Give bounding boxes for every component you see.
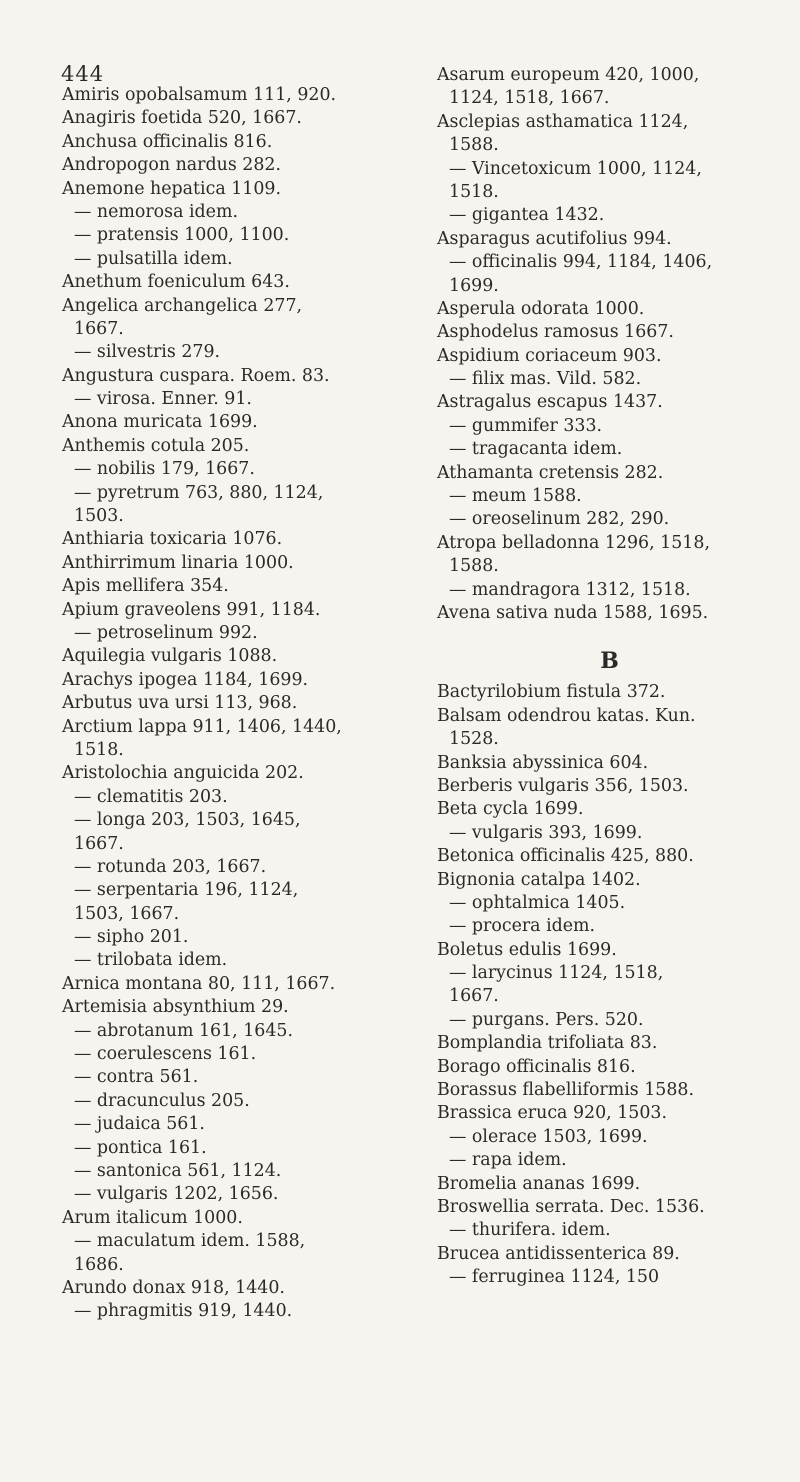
index-entry: Berberis vulgaris 356, 1503. bbox=[437, 775, 689, 796]
index-entry-continuation: 1124, 1518, 1667. bbox=[449, 88, 610, 109]
index-entry: Broswellia serrata. Dec. 1536. bbox=[437, 1196, 705, 1217]
index-subentry: — gigantea 1432. bbox=[449, 205, 605, 226]
index-subentry: — meum 1588. bbox=[449, 486, 582, 507]
index-entry-continuation: 1686. bbox=[74, 1254, 124, 1275]
index-subentry: — pratensis 1000, 1100. bbox=[74, 225, 290, 246]
index-subentry: — serpentaria 196, 1124, bbox=[74, 880, 299, 901]
index-entry: Bomplandia trifoliata 83. bbox=[437, 1033, 658, 1054]
index-entry: Angustura cuspara. Roem. 83. bbox=[62, 365, 330, 386]
index-subentry: — oreoselinum 282, 290. bbox=[449, 509, 670, 530]
index-subentry: — pyretrum 763, 880, 1124, bbox=[74, 482, 324, 503]
index-subentry: — Vincetoxicum 1000, 1124, bbox=[449, 158, 702, 179]
index-subentry: — larycinus 1124, 1518, bbox=[449, 963, 664, 984]
index-entry: Asphodelus ramosus 1667. bbox=[437, 322, 674, 343]
section-spacer bbox=[437, 625, 782, 639]
index-subentry: — abrotanum 161, 1645. bbox=[74, 1020, 294, 1041]
index-subentry: — rotunda 203, 1667. bbox=[74, 856, 267, 877]
index-subentry: — gummifer 333. bbox=[449, 415, 603, 436]
index-entry: Boletus edulis 1699. bbox=[437, 939, 617, 960]
index-subentry: — trilobata idem. bbox=[74, 950, 228, 971]
index-entry: Aspidium coriaceum 903. bbox=[437, 345, 662, 366]
index-column-left bbox=[62, 84, 418, 1324]
index-entry: Anchusa officinalis 816. bbox=[62, 131, 273, 152]
index-subentry: — pontica 161. bbox=[74, 1137, 207, 1158]
index-subentry: — contra 561. bbox=[74, 1067, 199, 1088]
index-subentry: — petroselinum 992. bbox=[74, 622, 258, 643]
index-entry: Atropa belladonna 1296, 1518, bbox=[437, 532, 710, 553]
index-subentry: — purgans. Pers. 520. bbox=[449, 1009, 644, 1030]
index-entry: Angelica archangelica 277, bbox=[62, 295, 303, 316]
index-entry-continuation: 1667. bbox=[74, 833, 124, 854]
index-entry: Anagiris foetida 520, 1667. bbox=[62, 108, 302, 129]
index-entry: Bactyrilobium fistula 372. bbox=[437, 682, 666, 703]
index-entry: Anemone hepatica 1109. bbox=[62, 178, 281, 199]
index-entry: Asparagus acutifolius 994. bbox=[437, 228, 672, 249]
index-entry: Avena sativa nuda 1588, 1695. bbox=[437, 602, 709, 623]
index-subentry: — sipho 201. bbox=[74, 927, 189, 948]
index-entry: Amiris opobalsamum 111, 920. bbox=[62, 85, 337, 105]
index-entry-continuation: 1528. bbox=[449, 729, 499, 750]
index-entry-continuation: 1667. bbox=[449, 986, 499, 1007]
index-entry: Andropogon nardus 282. bbox=[62, 155, 281, 176]
index-entry: Anthirrimum linaria 1000. bbox=[62, 552, 294, 573]
page-number: 444 bbox=[61, 62, 105, 86]
index-subentry: — longa 203, 1503, 1645, bbox=[74, 810, 301, 831]
index-entry: Apium graveolens 991, 1184. bbox=[62, 599, 321, 620]
index-subentry: — rapa idem. bbox=[449, 1150, 567, 1171]
index-entry: Aquilegia vulgaris 1088. bbox=[62, 646, 278, 667]
index-entry: Athamanta cretensis 282. bbox=[437, 462, 664, 483]
index-entry: Asperula odorata 1000. bbox=[437, 298, 645, 319]
index-entry-continuation: 1503, 1667. bbox=[74, 903, 180, 924]
index-entry: Borassus flabelliformis 1588. bbox=[437, 1080, 695, 1101]
index-entry: Borago officinalis 816. bbox=[437, 1056, 636, 1077]
index-subentry: — procera idem. bbox=[449, 916, 596, 937]
index-subentry: — thurifera. idem. bbox=[449, 1220, 611, 1241]
index-column-right bbox=[437, 64, 782, 1290]
index-subentry: — silvestris 279. bbox=[74, 342, 221, 363]
index-subentry: — filix mas. Vild. 582. bbox=[449, 369, 642, 390]
index-entry-continuation: 1667. bbox=[74, 318, 124, 339]
index-entry: Anona muricata 1699. bbox=[62, 412, 258, 433]
index-entry: Aristolochia anguicida 202. bbox=[62, 763, 304, 784]
index-entry: Asarum europeum 420, 1000, bbox=[437, 65, 700, 85]
index-subentry: — ophtalmica 1405. bbox=[449, 892, 626, 913]
index-subentry: — vulgaris 1202, 1656. bbox=[74, 1184, 279, 1205]
index-entry: Arbutus uva ursi 113, 968. bbox=[62, 693, 298, 714]
index-entry: Bromelia ananas 1699. bbox=[437, 1173, 641, 1194]
index-entry-continuation: 1518. bbox=[74, 739, 124, 760]
index-subentry: — pulsatilla idem. bbox=[74, 248, 233, 269]
index-entry-continuation: 1588. bbox=[449, 556, 499, 577]
index-entry: Arundo donax 918, 1440. bbox=[62, 1277, 285, 1298]
index-subentry: — santonica 561, 1124. bbox=[74, 1160, 282, 1181]
index-entry: Banksia abyssinica 604. bbox=[437, 752, 649, 773]
index-subentry: — mandragora 1312, 1518. bbox=[449, 579, 691, 600]
index-entry-continuation: 1588. bbox=[449, 135, 499, 156]
index-entry: Anethum foeniculum 643. bbox=[62, 272, 290, 293]
index-entry: Brucea antidissenterica 89. bbox=[437, 1243, 680, 1264]
index-entry: Arnica montana 80, 111, 1667. bbox=[62, 973, 336, 994]
index-subentry: — virosa. Enner. 91. bbox=[74, 389, 252, 410]
index-subentry: — maculatum idem. 1588, bbox=[74, 1231, 306, 1252]
index-subentry: — officinalis 994, 1184, 1406, bbox=[449, 252, 713, 273]
index-entry: Brassica eruca 920, 1503. bbox=[437, 1103, 667, 1124]
section-letter-heading: B bbox=[600, 648, 619, 675]
index-entry: Arctium lappa 911, 1406, 1440, bbox=[62, 716, 342, 737]
index-entry: Artemisia absynthium 29. bbox=[62, 997, 289, 1018]
index-subentry: — phragmitis 919, 1440. bbox=[74, 1301, 293, 1322]
index-subentry: — judaica 561. bbox=[74, 1114, 205, 1135]
index-entry-continuation: 1503. bbox=[74, 506, 124, 527]
index-entry-continuation: 1518. bbox=[449, 181, 499, 202]
index-entry-continuation: 1699. bbox=[449, 275, 499, 296]
index-entry: Balsam odendrou katas. Kun. bbox=[437, 705, 696, 726]
index-subentry: — olerace 1503, 1699. bbox=[449, 1126, 648, 1147]
index-subentry: — clematitis 203. bbox=[74, 786, 228, 807]
index-subentry: — nobilis 179, 1667. bbox=[74, 459, 255, 480]
index-entry: Apis mellifera 354. bbox=[62, 576, 229, 597]
index-entry: Anthiaria toxicaria 1076. bbox=[62, 529, 283, 550]
index-entry: Anthemis cotula 205. bbox=[62, 435, 250, 456]
index-subentry: — vulgaris 393, 1699. bbox=[449, 822, 643, 843]
index-subentry: — coerulescens 161. bbox=[74, 1044, 257, 1065]
index-entry: Asclepias asthamatica 1124, bbox=[437, 111, 689, 132]
index-entry: Astragalus escapus 1437. bbox=[437, 392, 663, 413]
index-entry: Bignonia catalpa 1402. bbox=[437, 869, 641, 890]
index-entry: Arum italicum 1000. bbox=[62, 1207, 243, 1228]
index-entry: Betonica officinalis 425, 880. bbox=[437, 846, 694, 867]
index-entry: Beta cycla 1699. bbox=[437, 799, 584, 820]
index-entry: Arachys ipogea 1184, 1699. bbox=[62, 669, 309, 690]
index-subentry: — tragacanta idem. bbox=[449, 439, 623, 460]
index-subentry: — ferruginea 1124, 150 bbox=[449, 1267, 660, 1288]
index-subentry: — dracunculus 205. bbox=[74, 1090, 250, 1111]
index-subentry: — nemorosa idem. bbox=[74, 201, 238, 222]
